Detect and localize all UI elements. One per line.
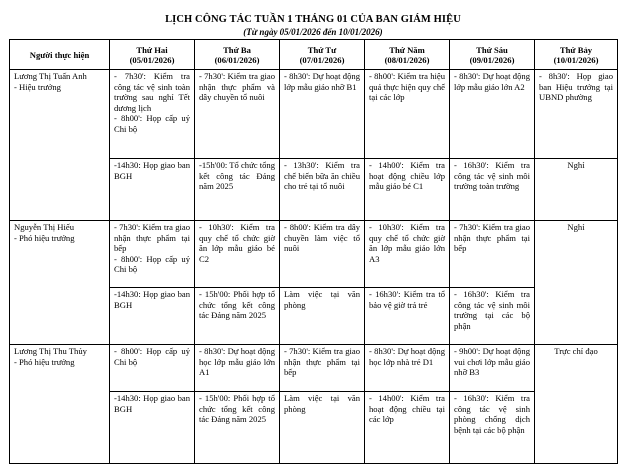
header-day-fri: Thứ Sáu (09/01/2026)	[450, 40, 535, 70]
header-day-tue: Thứ Ba (06/01/2026)	[195, 40, 280, 70]
person-cell: Lương Thị Tuấn Anh - Hiệu trưởng	[10, 70, 110, 221]
schedule-cell: - 14h00': Kiểm tra hoạt động chiều lớp mẫu giáo bé C1	[365, 159, 450, 221]
schedule-cell: Làm việc tại văn phòng	[280, 392, 365, 464]
schedule-cell: - 16h30': Kiểm tra công tác vệ sinh môi trường toàn trường	[450, 159, 535, 221]
schedule-cell: - 15h'00: Phối hợp tổ chức tổng kết công tác Đảng năm 2025	[195, 392, 280, 464]
schedule-cell: - 15h'00: Phối hợp tổ chức tổng kết công tác Đảng năm 2025	[195, 288, 280, 345]
schedule-cell: - 7h30': Kiểm tra giao nhận thực phẩm tại bếp - 8h00': Họp cấp uỷ Chi bộ	[110, 221, 195, 288]
schedule-cell: -14h30: Họp giao ban BGH	[110, 392, 195, 464]
schedule-cell: -14h30: Họp giao ban BGH	[110, 159, 195, 221]
schedule-cell: - 8h00': Họp cấp uỷ Chi bộ	[110, 345, 195, 392]
header-day-thu: Thứ Năm (08/01/2026)	[365, 40, 450, 70]
weekly-schedule-table	[9, 39, 618, 464]
schedule-cell: - 13h30': Kiểm tra chế biến bữa ăn chiều cho trẻ tại tổ nuôi	[280, 159, 365, 221]
schedule-cell: - 10h30': Kiểm tra quy chế tổ chức giờ ăn lớp mẫu giáo bé C2	[195, 221, 280, 288]
schedule-cell: Trực chỉ đạo	[535, 345, 618, 464]
schedule-cell: - 8h30': Dự hoạt động học lớp mẫu giáo lớn A1	[195, 345, 280, 392]
table-row	[10, 345, 618, 392]
schedule-cell: - 10h30': Kiểm tra quy chế tổ chức giờ ăn lớp mẫu giáo lớn A3	[365, 221, 450, 288]
table-row	[10, 70, 618, 159]
schedule-cell: - 7h30': Kiểm tra công tác vệ sinh toàn trường sau nghỉ Tết dương lịch - 8h00': Họp cấp uỷ Chi bộ	[110, 70, 195, 159]
schedule-cell: - 7h30': Kiểm tra giao nhận thực phẩm và dây chuyền tổ nuôi	[195, 70, 280, 159]
header-person: Người thực hiện	[10, 40, 110, 70]
header-row	[10, 40, 618, 70]
header-day-wed: Thứ Tư (07/01/2026)	[280, 40, 365, 70]
schedule-cell: - 8h30': Dự hoạt động lớp mẫu giáo nhỡ B1	[280, 70, 365, 159]
schedule-cell: Làm việc tại văn phòng	[280, 288, 365, 345]
person-cell: Nguyễn Thị Hiếu - Phó hiệu trưởng	[10, 221, 110, 345]
schedule-cell: - 8h00': Kiểm tra hiệu quả thực hiện quy chế tại các lớp	[365, 70, 450, 159]
schedule-cell: -15h'00: Tổ chức tổng kết công tác Đảng năm 2025	[195, 159, 280, 221]
schedule-cell: Nghỉ	[535, 221, 618, 345]
header-day-sat: Thứ Bảy (10/01/2026)	[535, 40, 618, 70]
schedule-cell: - 8h30': Dự hoạt động học lớp nhà trẻ D1	[365, 345, 450, 392]
person-cell: Lương Thị Thu Thủy - Phó hiệu trưởng	[10, 345, 110, 464]
schedule-cell: - 16h30': Kiểm tra tổ bảo vệ giờ trả trẻ	[365, 288, 450, 345]
schedule-cell: - 7h30': Kiểm tra giao nhận thực phẩm tại bếp	[450, 221, 535, 288]
schedule-cell: - 16h30': Kiểm tra công tác vệ sinh môi trường tại các bộ phận	[450, 288, 535, 345]
schedule-cell: - 9h00': Dự hoạt động vui chơi lớp mẫu giáo nhỡ B3	[450, 345, 535, 392]
schedule-cell: - 8h00': Kiểm tra dây chuyền làm việc tổ nuôi	[280, 221, 365, 288]
schedule-cell: Nghỉ	[535, 159, 618, 221]
schedule-cell: - 8h30': Họp giao ban Hiệu trưởng tại UBND phường	[535, 70, 618, 159]
schedule-cell: - 14h00': Kiểm tra hoạt động chiều tại các lớp	[365, 392, 450, 464]
schedule-cell: -14h30: Họp giao ban BGH	[110, 288, 195, 345]
schedule-cell: - 8h30': Dự hoạt động lớp mẫu giáo lớn A2	[450, 70, 535, 159]
schedule-date-range: (Từ ngày 05/01/2026 đến 10/01/2026)	[243, 27, 383, 37]
header-day-mon: Thứ Hai (05/01/2026)	[110, 40, 195, 70]
schedule-cell: - 16h30': Kiểm tra công tác vệ sinh phòng chống dịch bệnh tại các bộ phận	[450, 392, 535, 464]
schedule-title: LỊCH CÔNG TÁC TUẦN 1 THÁNG 01 CỦA BAN GIÁM HIỆU	[165, 14, 461, 25]
table-row	[10, 221, 618, 288]
schedule-cell: - 7h30': Kiểm tra giao nhận thực phẩm tại bếp	[280, 345, 365, 392]
